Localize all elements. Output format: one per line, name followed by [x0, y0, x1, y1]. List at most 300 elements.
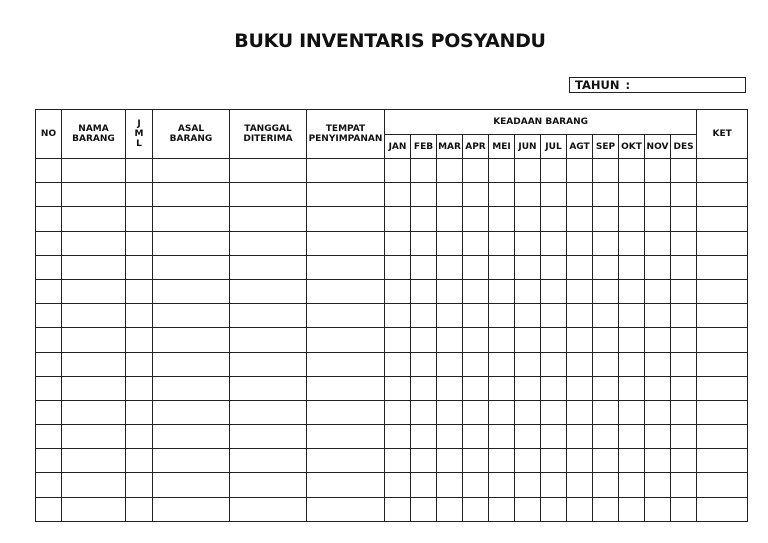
table-cell[interactable] [515, 425, 541, 449]
table-cell[interactable] [36, 497, 62, 521]
table-cell[interactable] [567, 279, 593, 303]
table-cell[interactable] [489, 328, 515, 352]
table-cell[interactable] [307, 473, 385, 497]
table-cell[interactable] [437, 473, 463, 497]
table-cell[interactable] [62, 400, 126, 424]
table-cell[interactable] [437, 304, 463, 328]
table-cell[interactable] [645, 279, 671, 303]
table-cell[interactable] [645, 231, 671, 255]
table-cell[interactable] [515, 159, 541, 183]
table-cell[interactable] [697, 376, 748, 400]
table-cell[interactable] [36, 159, 62, 183]
table-cell[interactable] [671, 304, 697, 328]
table-cell[interactable] [62, 473, 126, 497]
table-cell[interactable] [671, 376, 697, 400]
table-cell[interactable] [645, 425, 671, 449]
table-cell[interactable] [62, 207, 126, 231]
table-cell[interactable] [62, 231, 126, 255]
table-cell[interactable] [437, 255, 463, 279]
table-cell[interactable] [307, 376, 385, 400]
table-cell[interactable] [437, 328, 463, 352]
table-row [36, 449, 748, 473]
table-cell[interactable] [619, 231, 645, 255]
table-cell[interactable] [437, 352, 463, 376]
table-cell[interactable] [385, 279, 411, 303]
table-cell[interactable] [307, 352, 385, 376]
table-cell[interactable] [619, 328, 645, 352]
table-cell[interactable] [437, 497, 463, 521]
table-cell[interactable] [489, 279, 515, 303]
table-cell[interactable] [230, 352, 307, 376]
table-cell[interactable] [411, 231, 437, 255]
table-cell[interactable] [489, 183, 515, 207]
table-cell[interactable] [62, 425, 126, 449]
table-cell[interactable] [463, 328, 489, 352]
table-cell[interactable] [411, 207, 437, 231]
table-cell[interactable] [62, 159, 126, 183]
table-cell[interactable] [153, 449, 230, 473]
table-cell[interactable] [463, 159, 489, 183]
table-cell[interactable] [36, 231, 62, 255]
table-row [36, 183, 748, 207]
table-cell[interactable] [230, 159, 307, 183]
table-cell[interactable] [385, 183, 411, 207]
table-cell[interactable] [645, 304, 671, 328]
table-cell[interactable] [385, 473, 411, 497]
table-cell[interactable] [671, 159, 697, 183]
table-cell[interactable] [645, 449, 671, 473]
table-cell[interactable] [463, 279, 489, 303]
table-cell[interactable] [36, 207, 62, 231]
table-cell[interactable] [437, 279, 463, 303]
table-cell[interactable] [411, 279, 437, 303]
table-cell[interactable] [593, 376, 619, 400]
table-cell[interactable] [62, 304, 126, 328]
table-cell[interactable] [489, 231, 515, 255]
table-cell[interactable] [593, 183, 619, 207]
table-cell[interactable] [463, 231, 489, 255]
table-cell[interactable] [593, 497, 619, 521]
table-cell[interactable] [515, 376, 541, 400]
table-cell[interactable] [36, 352, 62, 376]
table-cell[interactable] [541, 279, 567, 303]
table-cell[interactable] [671, 207, 697, 231]
table-cell[interactable] [463, 255, 489, 279]
table-cell[interactable] [437, 231, 463, 255]
table-cell[interactable] [411, 425, 437, 449]
table-cell[interactable] [385, 400, 411, 424]
table-cell[interactable] [515, 328, 541, 352]
table-cell[interactable] [619, 352, 645, 376]
table-cell[interactable] [153, 376, 230, 400]
table-cell[interactable] [645, 352, 671, 376]
table-cell[interactable] [697, 255, 748, 279]
table-cell[interactable] [230, 328, 307, 352]
table-cell[interactable] [489, 497, 515, 521]
table-cell[interactable] [645, 376, 671, 400]
table-cell[interactable] [619, 207, 645, 231]
table-cell[interactable] [153, 400, 230, 424]
table-cell[interactable] [36, 449, 62, 473]
table-cell[interactable] [126, 279, 153, 303]
table-cell[interactable] [515, 400, 541, 424]
table-cell[interactable] [489, 304, 515, 328]
table-cell[interactable] [489, 473, 515, 497]
table-cell[interactable] [230, 425, 307, 449]
table-cell[interactable] [62, 376, 126, 400]
table-cell[interactable] [153, 425, 230, 449]
table-cell[interactable] [62, 497, 126, 521]
table-cell[interactable] [463, 376, 489, 400]
table-cell[interactable] [489, 400, 515, 424]
table-cell[interactable] [541, 304, 567, 328]
table-cell[interactable] [230, 231, 307, 255]
table-cell[interactable] [463, 207, 489, 231]
table-cell[interactable] [307, 183, 385, 207]
table-cell[interactable] [153, 279, 230, 303]
table-cell[interactable] [567, 328, 593, 352]
table-cell[interactable] [515, 352, 541, 376]
table-cell[interactable] [697, 304, 748, 328]
table-cell[interactable] [515, 304, 541, 328]
table-cell[interactable] [411, 473, 437, 497]
col-jml [126, 110, 153, 159]
table-cell[interactable] [411, 449, 437, 473]
table-cell[interactable] [411, 255, 437, 279]
table-cell[interactable] [230, 279, 307, 303]
table-cell[interactable] [567, 473, 593, 497]
table-cell[interactable] [36, 328, 62, 352]
table-cell[interactable] [307, 159, 385, 183]
table-cell[interactable] [697, 159, 748, 183]
table-cell[interactable] [230, 473, 307, 497]
table-cell[interactable] [126, 400, 153, 424]
table-cell[interactable] [671, 449, 697, 473]
table-cell[interactable] [541, 376, 567, 400]
table-cell[interactable] [307, 231, 385, 255]
table-cell[interactable] [697, 449, 748, 473]
table-cell[interactable] [619, 279, 645, 303]
table-cell[interactable] [463, 400, 489, 424]
table-cell[interactable] [619, 425, 645, 449]
table-cell[interactable] [307, 255, 385, 279]
table-cell[interactable] [697, 400, 748, 424]
table-cell[interactable] [411, 400, 437, 424]
month-apr: APR [463, 135, 489, 159]
table-cell[interactable] [567, 449, 593, 473]
table-cell[interactable] [62, 352, 126, 376]
table-cell[interactable] [671, 497, 697, 521]
table-cell[interactable] [230, 207, 307, 231]
table-cell[interactable] [385, 352, 411, 376]
table-cell[interactable] [541, 497, 567, 521]
table-cell[interactable] [153, 473, 230, 497]
table-cell[interactable] [671, 279, 697, 303]
table-cell[interactable] [593, 207, 619, 231]
table-body [36, 159, 748, 522]
table-cell[interactable] [593, 159, 619, 183]
col-tanggal-line1: TANGGAL [244, 124, 292, 134]
table-cell[interactable] [385, 207, 411, 231]
table-cell[interactable] [126, 255, 153, 279]
table-cell[interactable] [307, 449, 385, 473]
table-cell[interactable] [697, 183, 748, 207]
table-cell[interactable] [62, 279, 126, 303]
table-cell[interactable] [385, 449, 411, 473]
table-cell[interactable] [541, 352, 567, 376]
table-cell[interactable] [671, 473, 697, 497]
table-cell[interactable] [515, 473, 541, 497]
table-cell[interactable] [515, 255, 541, 279]
table-cell[interactable] [230, 304, 307, 328]
table-cell[interactable] [153, 159, 230, 183]
table-cell[interactable] [697, 425, 748, 449]
table-cell[interactable] [619, 255, 645, 279]
table-cell[interactable] [230, 400, 307, 424]
table-cell[interactable] [463, 352, 489, 376]
table-cell[interactable] [153, 207, 230, 231]
table-cell[interactable] [489, 425, 515, 449]
table-cell[interactable] [619, 473, 645, 497]
table-cell[interactable] [671, 255, 697, 279]
table-cell[interactable] [36, 425, 62, 449]
month-mei: MEI [489, 135, 515, 159]
table-cell[interactable] [153, 183, 230, 207]
table-cell[interactable] [126, 304, 153, 328]
table-cell[interactable] [437, 183, 463, 207]
table-cell[interactable] [307, 400, 385, 424]
table-cell[interactable] [126, 352, 153, 376]
table-cell[interactable] [671, 231, 697, 255]
table-cell[interactable] [593, 400, 619, 424]
table-cell[interactable] [463, 183, 489, 207]
table-cell[interactable] [126, 449, 153, 473]
table-cell[interactable] [697, 328, 748, 352]
table-cell[interactable] [437, 159, 463, 183]
table-cell[interactable] [593, 473, 619, 497]
table-cell[interactable] [36, 473, 62, 497]
table-cell[interactable] [62, 449, 126, 473]
table-cell[interactable] [697, 231, 748, 255]
table-cell[interactable] [515, 231, 541, 255]
table-cell[interactable] [463, 497, 489, 521]
table-cell[interactable] [567, 255, 593, 279]
table-cell[interactable] [619, 183, 645, 207]
table-cell[interactable] [307, 328, 385, 352]
table-cell[interactable] [411, 183, 437, 207]
table-cell[interactable] [411, 352, 437, 376]
table-cell[interactable] [489, 352, 515, 376]
table-cell[interactable] [437, 376, 463, 400]
table-cell[interactable] [567, 425, 593, 449]
table-cell[interactable] [541, 231, 567, 255]
table-cell[interactable] [437, 400, 463, 424]
table-cell[interactable] [645, 183, 671, 207]
table-cell[interactable] [541, 255, 567, 279]
table-cell[interactable] [541, 425, 567, 449]
table-cell[interactable] [619, 400, 645, 424]
table-cell[interactable] [645, 473, 671, 497]
table-cell[interactable] [307, 425, 385, 449]
table-cell[interactable] [411, 328, 437, 352]
table-cell[interactable] [489, 255, 515, 279]
table-cell[interactable] [515, 497, 541, 521]
table-cell[interactable] [126, 473, 153, 497]
table-cell[interactable] [697, 473, 748, 497]
table-cell[interactable] [411, 304, 437, 328]
table-cell[interactable] [463, 449, 489, 473]
table-cell[interactable] [230, 183, 307, 207]
table-cell[interactable] [567, 497, 593, 521]
table-cell[interactable] [515, 183, 541, 207]
table-cell[interactable] [515, 449, 541, 473]
table-cell[interactable] [645, 400, 671, 424]
table-cell[interactable] [567, 304, 593, 328]
table-cell[interactable] [619, 159, 645, 183]
table-cell[interactable] [153, 328, 230, 352]
table-cell[interactable] [619, 497, 645, 521]
table-cell[interactable] [153, 231, 230, 255]
table-cell[interactable] [619, 449, 645, 473]
table-cell[interactable] [230, 449, 307, 473]
table-cell[interactable] [593, 328, 619, 352]
table-cell[interactable] [437, 449, 463, 473]
table-cell[interactable] [126, 207, 153, 231]
table-cell[interactable] [385, 255, 411, 279]
table-cell[interactable] [645, 497, 671, 521]
table-cell[interactable] [593, 425, 619, 449]
table-cell[interactable] [385, 231, 411, 255]
table-cell[interactable] [541, 328, 567, 352]
table-cell[interactable] [489, 207, 515, 231]
table-cell[interactable] [697, 279, 748, 303]
table-cell[interactable] [385, 497, 411, 521]
table-cell[interactable] [515, 207, 541, 231]
table-cell[interactable] [541, 449, 567, 473]
table-cell[interactable] [385, 425, 411, 449]
table-cell[interactable] [671, 352, 697, 376]
table-cell[interactable] [541, 183, 567, 207]
table-cell[interactable] [411, 159, 437, 183]
table-cell[interactable] [593, 352, 619, 376]
table-cell[interactable] [307, 207, 385, 231]
table-cell[interactable] [645, 159, 671, 183]
table-cell[interactable] [385, 159, 411, 183]
table-cell[interactable] [153, 304, 230, 328]
table-cell[interactable] [153, 255, 230, 279]
table-cell[interactable] [671, 400, 697, 424]
table-cell[interactable] [567, 183, 593, 207]
month-des: DES [671, 135, 697, 159]
table-cell[interactable] [567, 207, 593, 231]
table-cell[interactable] [62, 183, 126, 207]
table-cell[interactable] [36, 183, 62, 207]
table-cell[interactable] [567, 352, 593, 376]
table-cell[interactable] [671, 183, 697, 207]
table-cell[interactable] [230, 376, 307, 400]
table-cell[interactable] [62, 255, 126, 279]
table-cell[interactable] [126, 183, 153, 207]
table-cell[interactable] [697, 352, 748, 376]
table-cell[interactable] [307, 279, 385, 303]
table-cell[interactable] [153, 352, 230, 376]
table-cell[interactable] [645, 255, 671, 279]
month-jul: JUL [541, 135, 567, 159]
table-cell[interactable] [645, 328, 671, 352]
table-cell[interactable] [126, 328, 153, 352]
table-cell[interactable] [541, 159, 567, 183]
table-cell[interactable] [619, 376, 645, 400]
table-cell[interactable] [593, 304, 619, 328]
table-cell[interactable] [411, 376, 437, 400]
table-cell[interactable] [126, 497, 153, 521]
table-cell[interactable] [619, 304, 645, 328]
table-cell[interactable] [153, 497, 230, 521]
table-cell[interactable] [126, 231, 153, 255]
table-cell[interactable] [489, 376, 515, 400]
col-keadaan-barang: KEADAAN BARANG [385, 110, 697, 135]
col-tempat-penyimpanan [307, 110, 385, 159]
table-cell[interactable] [567, 159, 593, 183]
table-cell[interactable] [593, 255, 619, 279]
table-cell[interactable] [36, 255, 62, 279]
table-cell[interactable] [671, 328, 697, 352]
table-cell[interactable] [567, 376, 593, 400]
table-cell[interactable] [697, 497, 748, 521]
table-cell[interactable] [411, 497, 437, 521]
table-cell[interactable] [541, 400, 567, 424]
table-row [36, 376, 748, 400]
table-cell[interactable] [307, 304, 385, 328]
month-jun: JUN [515, 135, 541, 159]
table-cell[interactable] [307, 497, 385, 521]
table-cell[interactable] [697, 207, 748, 231]
table-cell[interactable] [541, 207, 567, 231]
table-cell[interactable] [671, 425, 697, 449]
table-cell[interactable] [126, 425, 153, 449]
table-cell[interactable] [593, 231, 619, 255]
table-cell[interactable] [567, 231, 593, 255]
table-cell[interactable] [36, 279, 62, 303]
col-asal-barang [153, 110, 230, 159]
table-cell[interactable] [593, 279, 619, 303]
table-cell[interactable] [385, 376, 411, 400]
table-cell[interactable] [541, 473, 567, 497]
table-cell[interactable] [385, 304, 411, 328]
table-cell[interactable] [489, 159, 515, 183]
table-cell[interactable] [437, 425, 463, 449]
table-cell[interactable] [515, 279, 541, 303]
table-cell[interactable] [567, 400, 593, 424]
tahun-field[interactable] [569, 77, 746, 93]
table-cell[interactable] [463, 304, 489, 328]
table-cell[interactable] [645, 207, 671, 231]
table-cell[interactable] [489, 449, 515, 473]
table-cell[interactable] [463, 425, 489, 449]
table-cell[interactable] [230, 255, 307, 279]
table-cell[interactable] [36, 400, 62, 424]
table-cell[interactable] [385, 328, 411, 352]
table-cell[interactable] [230, 497, 307, 521]
table-cell[interactable] [437, 207, 463, 231]
table-cell[interactable] [62, 328, 126, 352]
table-cell[interactable] [36, 304, 62, 328]
table-cell[interactable] [593, 449, 619, 473]
table-cell[interactable] [126, 159, 153, 183]
table-cell[interactable] [36, 376, 62, 400]
table-cell[interactable] [126, 376, 153, 400]
table-cell[interactable] [463, 473, 489, 497]
